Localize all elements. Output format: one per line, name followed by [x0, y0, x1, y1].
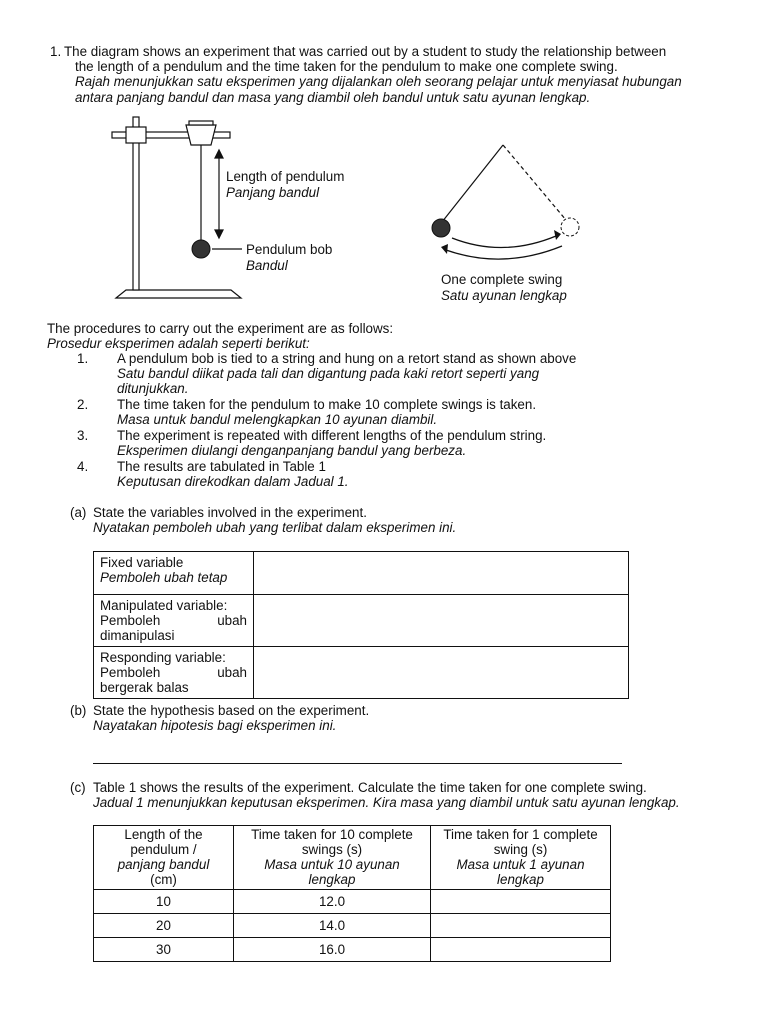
- label-my: bergerak balas: [100, 680, 189, 695]
- pendulum-diagram: [0, 0, 768, 320]
- cell-time-1-answer[interactable]: [431, 938, 611, 962]
- swing-label-my: Satu ayunan lengkap: [441, 288, 567, 303]
- step-number: 4.: [77, 459, 89, 474]
- pendulum-bob: [192, 240, 210, 258]
- intro-my-line-2: antara panjang bandul dan masa yang diambil oleh bandul untuk satu ayunan lengkap.: [75, 90, 591, 105]
- fixed-variable-answer[interactable]: [254, 552, 629, 595]
- cell-time-1-answer[interactable]: [431, 914, 611, 938]
- table-row: [94, 938, 611, 962]
- part-a-label: (a): [70, 505, 87, 520]
- step-text-my: Eksperimen diulangi denganpanjang bandul yang berbeza.: [117, 443, 467, 458]
- label-my: Pemboleh ubah tetap: [100, 570, 228, 585]
- part-a-text: State the variables involved in the experiment.: [93, 505, 367, 520]
- step-number: 3.: [77, 428, 89, 443]
- step-text: The experiment is repeated with different lengths of the pendulum string.: [117, 428, 547, 443]
- table-row: [94, 647, 629, 699]
- cell-length: 30: [94, 938, 234, 962]
- hypothesis-answer-line[interactable]: [93, 763, 622, 764]
- step-text: The results are tabulated in Table 1: [117, 459, 326, 474]
- table-header-row: [94, 826, 611, 890]
- part-b-text: State the hypothesis based on the experiment.: [93, 703, 370, 718]
- swing-diagram: [432, 145, 579, 259]
- bob-label: Pendulum bob: [246, 242, 333, 257]
- cell-time-10: 16.0: [234, 938, 431, 962]
- cell-length: 10: [94, 890, 234, 914]
- part-c-label: (c): [70, 780, 86, 795]
- cell-time-10: 12.0: [234, 890, 431, 914]
- label-en: Manipulated variable:: [100, 598, 228, 613]
- step-number: 1.: [77, 351, 89, 366]
- step-text-my: Satu bandul diikat pada tali dan digantung pada kaki retort seperti yang: [117, 366, 540, 381]
- swing-label: One complete swing: [441, 272, 563, 287]
- label-en: Fixed variable: [100, 555, 184, 570]
- length-arrow: [215, 150, 223, 238]
- intro-line-1: The diagram shows an experiment that was carried out by a student to study the relationship between: [64, 44, 667, 59]
- label-my: dimanipulasi: [100, 628, 175, 643]
- procedures-heading: The procedures to carry out the experiment are as follows:: [47, 321, 394, 336]
- cell-time-1-answer[interactable]: [431, 890, 611, 914]
- cell-time-10: 14.0: [234, 914, 431, 938]
- table-row: [94, 914, 611, 938]
- table-row: [94, 595, 629, 647]
- fixed-variable-label: [94, 552, 254, 595]
- label-my: Pemboleh ubah: [100, 665, 247, 680]
- label-en: Responding variable:: [100, 650, 226, 665]
- step-text-my: Keputusan direkodkan dalam Jadual 1.: [117, 474, 349, 489]
- variables-table: [93, 551, 629, 699]
- retort-stand: [112, 117, 241, 298]
- intro-line-2: the length of a pendulum and the time taken for the pendulum to make one complete swing.: [75, 59, 618, 74]
- part-a-text-my: Nyatakan pemboleh ubah yang terlibat dalam eksperimen ini.: [93, 520, 457, 535]
- step-text: A pendulum bob is tied to a string and hung on a retort stand as shown above: [117, 351, 577, 366]
- responding-variable-label: [94, 647, 254, 699]
- label-my: Pemboleh ubah: [100, 613, 247, 628]
- length-label: Length of pendulum: [226, 169, 345, 184]
- header-length: Length of the pendulum / panjang bandul (cm): [94, 826, 234, 890]
- manipulated-variable-label: [94, 595, 254, 647]
- bob-label-my: Bandul: [246, 258, 288, 273]
- part-c-text: Table 1 shows the results of the experiment. Calculate the time taken for one complete swing.: [93, 780, 647, 795]
- step-text-my: ditunjukkan.: [117, 381, 189, 396]
- procedures-heading-my: Prosedur eksperimen adalah seperti berikut:: [47, 336, 310, 351]
- part-c-text-my: Jadual 1 menunjukkan keputusan eksperimen. Kira masa yang diambil untuk satu ayunan lengkap.: [93, 795, 680, 810]
- table-row: [94, 890, 611, 914]
- length-label-my: Panjang bandul: [226, 185, 320, 200]
- part-b-text-my: Nayatakan hipotesis bagi eksperimen ini.: [93, 718, 337, 733]
- step-number: 2.: [77, 397, 89, 412]
- results-table: [93, 825, 611, 962]
- intro-my-line-1: Rajah menunjukkan satu eksperimen yang dijalankan oleh seorang pelajar untuk menyiasat hubungan: [75, 74, 682, 89]
- responding-variable-answer[interactable]: [254, 647, 629, 699]
- cell-length: 20: [94, 914, 234, 938]
- part-b-label: (b): [70, 703, 87, 718]
- header-time-10: Time taken for 10 complete swings (s) Masa untuk 10 ayunan lengkap: [234, 826, 431, 890]
- table-row: [94, 552, 629, 595]
- step-text-my: Masa untuk bandul melengkapkan 10 ayunan diambil.: [117, 412, 438, 427]
- header-time-1: Time taken for 1 complete swing (s) Masa untuk 1 ayunan lengkap: [431, 826, 611, 890]
- question-number: 1.: [50, 44, 62, 59]
- step-text: The time taken for the pendulum to make 10 complete swings is taken.: [117, 397, 537, 412]
- manipulated-variable-answer[interactable]: [254, 595, 629, 647]
